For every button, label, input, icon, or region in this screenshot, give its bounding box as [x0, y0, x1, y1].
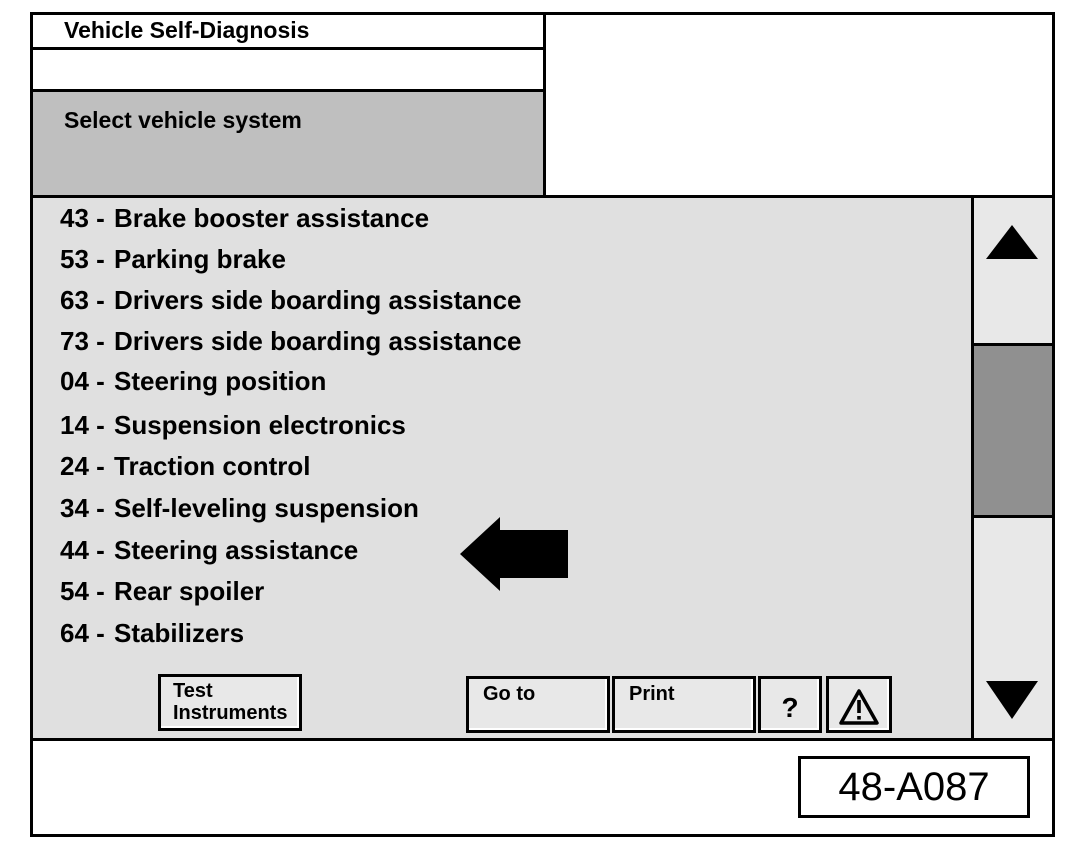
triangle-up-icon	[986, 225, 1038, 259]
list-item[interactable]	[60, 450, 310, 482]
warning-triangle-icon	[829, 679, 889, 730]
system-code: 14 -	[60, 410, 105, 440]
left-arrow-icon	[458, 515, 570, 593]
button-label-line2: Instruments	[173, 702, 288, 724]
list-item[interactable]	[60, 284, 522, 316]
list-item[interactable]	[60, 409, 406, 441]
button-label-line1: Test	[173, 680, 213, 702]
goto-button[interactable]	[466, 676, 610, 733]
system-code: 04 -	[60, 366, 105, 396]
scroll-thumb[interactable]	[974, 346, 1052, 518]
system-code: 54 -	[60, 576, 105, 606]
system-label: Brake booster assistance	[114, 203, 430, 233]
help-label: ?	[781, 692, 799, 723]
print-label: Print	[629, 683, 675, 705]
help-button[interactable]	[758, 676, 822, 733]
system-code: 64 -	[60, 618, 105, 648]
system-code: 63 -	[60, 285, 105, 315]
list-item[interactable]	[60, 202, 429, 234]
system-label: Parking brake	[114, 244, 286, 274]
system-label: Stabilizers	[114, 618, 245, 648]
triangle-down-icon	[986, 681, 1038, 719]
system-label: Steering assistance	[114, 535, 359, 565]
status-field	[33, 50, 546, 92]
figure-reference: 48-A087	[798, 756, 1030, 818]
goto-label: Go to	[483, 683, 536, 705]
system-label: Traction control	[114, 451, 311, 481]
scroll-up-button[interactable]	[974, 198, 1052, 346]
prompt-text: Select vehicle system	[64, 107, 302, 133]
print-button[interactable]	[612, 676, 756, 733]
system-code: 24 -	[60, 451, 105, 481]
system-code: 53 -	[60, 244, 105, 274]
system-label: Drivers side boarding assistance	[114, 326, 522, 356]
system-code: 44 -	[60, 535, 105, 565]
warning-button[interactable]	[826, 676, 892, 733]
system-label: Rear spoiler	[114, 576, 265, 606]
list-item[interactable]	[60, 365, 326, 397]
system-code: 34 -	[60, 493, 105, 523]
system-label: Steering position	[114, 366, 327, 396]
list-item[interactable]	[60, 617, 244, 649]
test-instruments-button[interactable]	[158, 674, 302, 731]
system-label: Self-leveling suspension	[114, 493, 419, 523]
scroll-down-button[interactable]	[974, 518, 1052, 738]
system-code: 43 -	[60, 203, 105, 233]
list-item[interactable]	[60, 243, 286, 275]
system-code: 73 -	[60, 326, 105, 356]
list-item-selected[interactable]	[60, 534, 358, 566]
list-item[interactable]	[60, 492, 419, 524]
window-title: Vehicle Self-Diagnosis	[64, 17, 310, 43]
list-item[interactable]	[60, 325, 522, 357]
list-item[interactable]	[60, 575, 264, 607]
system-label: Drivers side boarding assistance	[114, 285, 522, 315]
system-label: Suspension electronics	[114, 410, 406, 440]
